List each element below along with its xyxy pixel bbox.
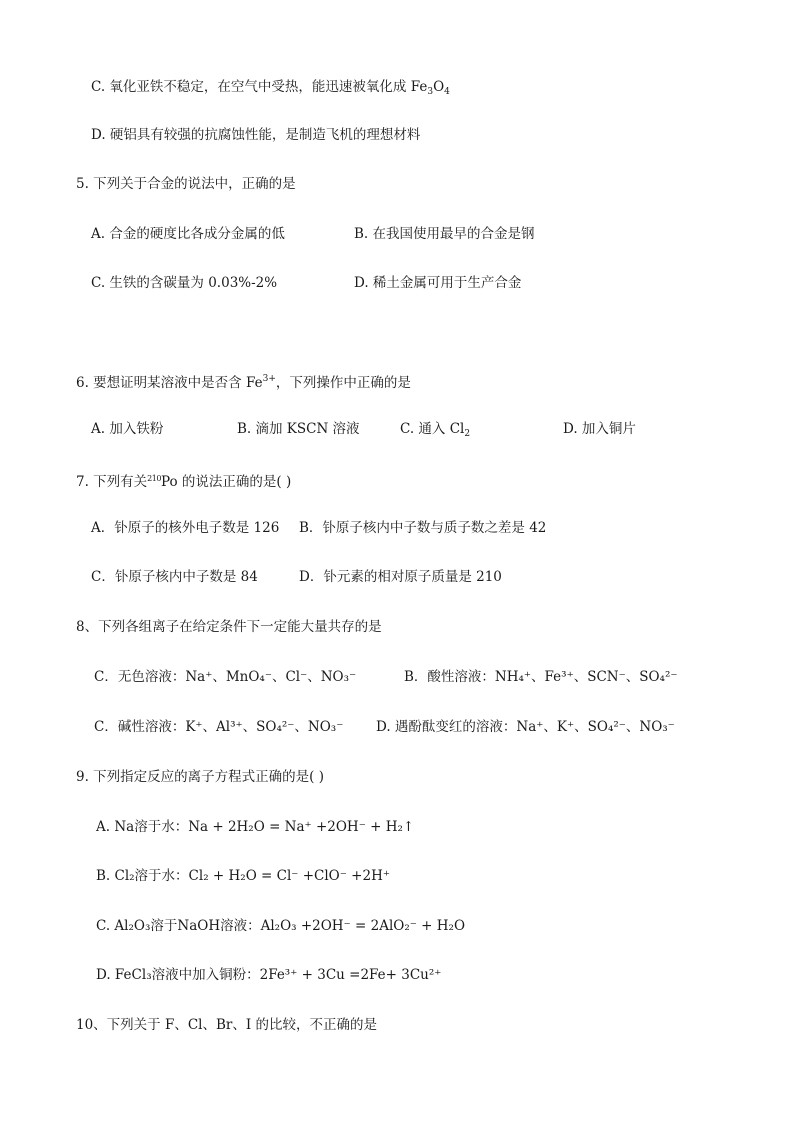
q7-option-c: C．钋原子核内中子数是 84: [91, 569, 258, 585]
q6-option-b: B. 滴加 KSCN 溶液: [237, 421, 360, 437]
q5-option-d: D. 稀土金属可用于生产合金: [354, 275, 522, 291]
q6-option-c-sub: 2: [464, 429, 471, 439]
q7-option-a: A．钋原子的核外电子数是 126: [91, 520, 280, 536]
q7-stem-b: Po 的说法正确的是( ): [160, 474, 292, 490]
q4-option-c: [91, 78, 450, 101]
q7-isotope-mass: 210: [147, 474, 161, 483]
q8-option-d: D. 遇酚酞变红的溶液：Na⁺、K⁺、SO₄²⁻、NO₃⁻: [376, 719, 675, 735]
q8-option-a: C．无色溶液：Na⁺、MnO₄⁻、Cl⁻、NO₃⁻: [94, 669, 357, 685]
q5-option-a: A. 合金的硬度比各成分金属的低: [91, 226, 285, 242]
q4-option-c-mid: O: [433, 79, 445, 95]
q6-stem: [76, 370, 411, 392]
q7-option-d: D．钋元素的相对原子质量是 210: [299, 569, 502, 585]
q4-option-c-sub2: 4: [444, 87, 450, 97]
q5-stem: 5. 下列关于合金的说法中，正确的是: [76, 176, 296, 192]
q10-stem: 10、下列关于 F、Cl、Br、I 的比较，不正确的是: [76, 1017, 377, 1033]
q9-option-b: B. Cl₂溶于水：Cl₂ + H₂O = Cl⁻ +ClO⁻ +2H⁺: [96, 868, 390, 884]
q7-option-b: B．钋原子核内中子数与质子数之差是 42: [299, 520, 547, 536]
q6-stem-a: 6. 要想证明某溶液中是否含 Fe: [76, 375, 263, 391]
q6-option-c-text: C. 通入 Cl: [400, 421, 465, 437]
q6-stem-b: ，下列操作中正确的是: [275, 375, 411, 391]
q7-stem-a: 7. 下列有关: [76, 474, 148, 490]
q6-option-d: D. 加入铜片: [563, 421, 636, 437]
q4-option-d: D. 硬铝具有较强的抗腐蚀性能，是制造飞机的理想材料: [91, 127, 421, 143]
q5-option-b: B. 在我国使用最早的合金是钢: [354, 226, 535, 242]
q9-option-d: D. FeCl₃溶液中加入铜粉：2Fe³⁺ + 3Cu =2Fe+ 3Cu²⁺: [96, 967, 442, 983]
q6-stem-sup: 3+: [262, 374, 276, 384]
q8-option-c: C．碱性溶液：K⁺、Al³⁺、SO₄²⁻、NO₃⁻: [94, 719, 344, 735]
q9-stem: 9. 下列指定反应的离子方程式正确的是( ): [76, 769, 324, 785]
q8-stem: 8、下列各组离子在给定条件下一定能大量共存的是: [76, 619, 382, 635]
q4-option-c-text: C. 氧化亚铁不稳定，在空气中受热，能迅速被氧化成 Fe: [91, 79, 428, 95]
q5-option-c: C. 生铁的含碳量为 0.03%-2%: [91, 275, 278, 291]
q9-option-a: A. Na溶于水：Na + 2H₂O = Na⁺ +2OH⁻ + H₂↑: [96, 819, 415, 835]
q7-stem: [76, 470, 291, 491]
q6-option-c: [400, 420, 470, 443]
q4-option-c-sub1: 3: [427, 87, 434, 97]
q9-option-c: C. Al₂O₃溶于NaOH溶液：Al₂O₃ +2OH⁻ = 2AlO₂⁻ + H₂O: [96, 918, 466, 934]
q8-option-b: B．酸性溶液：NH₄⁺、Fe³⁺、SCN⁻、SO₄²⁻: [404, 669, 678, 685]
q6-option-a: A. 加入铁粉: [91, 421, 164, 437]
